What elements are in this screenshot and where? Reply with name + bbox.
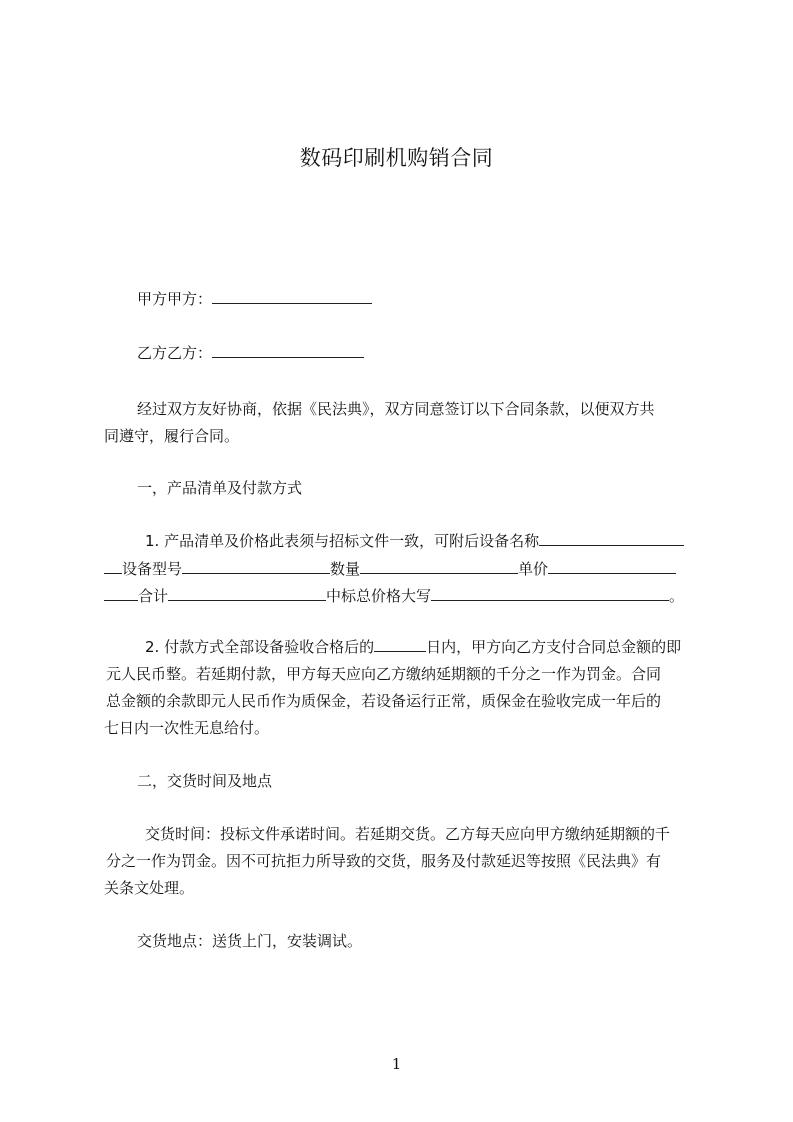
- unit-price-label: 单价: [518, 560, 549, 578]
- item-2-line-2: 元人民币整。若延期付款，甲方每天应向乙方缴纳延期额的千分之一作为罚金。合同: [106, 665, 662, 683]
- model-blank: [182, 558, 330, 574]
- delivery-place: 交货地点：送货上门，安装调试。: [137, 932, 363, 950]
- total-blank: [168, 585, 326, 601]
- item-2-text-b: 日内，甲方向乙方支付合同总金额的即: [426, 638, 682, 656]
- item-1-line-3: [104, 583, 684, 610]
- item-2-text-a: 2. 付款方式全部设备验收合格后的: [145, 638, 375, 656]
- quantity-blank: [360, 558, 518, 574]
- bid-total-label: 中标总价格大写: [326, 587, 432, 605]
- item-1-text: 1. 产品清单及价格此表须与招标文件一致，可附后设备名称: [145, 532, 540, 550]
- page-number: 1: [391, 1055, 402, 1073]
- item-1-end: 。: [669, 587, 685, 605]
- item-2-line-3: 总金额的余款即元人民币作为质保金，若设备运行正常，质保金在验收完成一年后的: [106, 692, 662, 710]
- total-label: 合计: [138, 587, 169, 605]
- unit-price-blank-cont: [104, 585, 138, 601]
- delivery-time-line-2: 分之一作为罚金。因不可抗拒力所导致的交货，服务及付款延迟等按照《民法典》有: [106, 852, 662, 870]
- item-1-line-1: [145, 528, 684, 555]
- section-2-heading: 二，交货时间及地点: [137, 772, 273, 790]
- item-1-line-2: [104, 556, 676, 583]
- bid-total-blank: [431, 585, 669, 601]
- unit-price-blank: [548, 558, 676, 574]
- delivery-time-line-3: 关条文处理。: [104, 879, 195, 897]
- party-b-line: [137, 340, 364, 367]
- payment-days-blank: [374, 636, 426, 652]
- quantity-label: 数量: [330, 560, 361, 578]
- party-a-label: 甲方甲方：: [137, 290, 213, 308]
- item-2-line-4: 七日内一次性无息给付。: [104, 719, 270, 737]
- model-label: 设备型号: [122, 560, 183, 578]
- equipment-name-blank-cont: [104, 558, 122, 574]
- intro-line-1: 经过双方友好协商，依据《民法典》，双方同意签订以下合同条款，以便双方共: [137, 400, 655, 418]
- equipment-name-blank: [539, 530, 684, 546]
- document-title: 数码印刷机购销合同: [299, 146, 494, 170]
- party-a-line: [137, 286, 372, 313]
- party-b-blank: [212, 342, 364, 358]
- party-b-label: 乙方乙方：: [137, 344, 213, 362]
- delivery-time-line-1: 交货时间：投标文件承诺时间。若延期交货。乙方每天应向甲方缴纳延期额的千: [145, 825, 671, 843]
- intro-line-2: 同遵守，履行合同。: [104, 427, 240, 445]
- party-a-blank: [212, 288, 372, 304]
- section-1-heading: 一，产品清单及付款方式: [137, 479, 303, 497]
- item-2-line-1: [145, 634, 681, 661]
